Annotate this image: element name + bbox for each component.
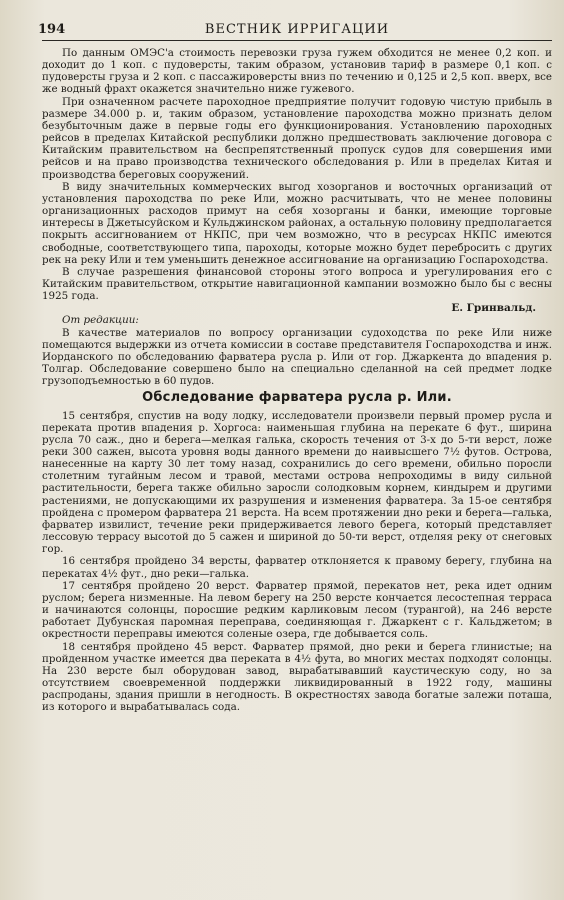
section-heading: Обследование фарватера русла р. Или. (142, 390, 452, 406)
editor-note-heading: От редакции: (62, 314, 139, 327)
paragraph: В случае разрешения финансовой стороны этого вопроса и урегулирования его с Китайским правительством, открытие навигационной кампании возможно было бы с весны 1925 года. (42, 265, 552, 303)
page-header (38, 20, 552, 41)
page-number: 194 (38, 22, 66, 37)
paragraph: 15 сентября, спустив на воду лодку, исследователи произвели первый промер русла и переката против впадения р. Хоргоса: наименьшая глубина на перекате 6 фут., ширина русла 70 саж., дно и берега—мелкая галька, скорость течения от 3-х до 5-ти верст, ложе реки 300 сажен, высота уровня воды данного времени до наивысшего 7½ футов. Острова, нанесенные на карту 30 лет тому назад, сохранились до сего времени, обильно поросли столетним тугайным лесом и травой, местами острова непроходимы в виду сильной растительности, берега также обильно заросли солодковым корнем, киндырем и другими растениями, не допускающими их разрушения и изменения фарватера. За 15-ое сентября пройдена с промером фарватера 21 верста. На всем протяжении дно реки и берега—галька, фарватер извилист, течение реки придерживается левого берега, который представляет лессовую террасу высотой до 5 сажен и шириной до 50-ти верст, отделяя реку от снеговых гор. (42, 409, 552, 556)
paragraph: В виду значительных коммерческих выгод хозорганов и восточных организаций от установления пароходства по реке Или, можно расчитывать, что не менее половины организационных расходов примут на себя хозорганы и банки, имеющие торговые интересы в Джетысуйском и Кульджинском районах, а остальную половину предполагается покрыть ассигнованием от НКПС, при чем возможно, что в ресурсах НКПС имеются свободные, соответствующего типа, пароходы, которые можно будет перебросить с других рек на реку Или и тем уменьшить денежное ассигнование на организацию Госпароходства. (42, 180, 552, 266)
editor-note-text: В качестве материалов по вопросу организации судоходства по реке Или ниже помещаются выдержки из отчета комиссии в составе представителя Госпароходства и инж. Иорданского по обследованию фарватера русла р. Или от гор. Джаркента до впадения р. Толгар. Обследование совершено было на специально сделанной на сей предмет лодке грузоподъемностью в 60 пудов. (42, 326, 552, 388)
paragraph: 17 сентября пройдено 20 верст. Фарватер прямой, перекатов нет, река идет одним руслом; берега низменные. На левом берегу на 250 версте кончается лесостепная терраса и начинаются солонцы, поросшие редким карликовым лесом (турангой), на 246 версте работает Дубунская паромная переправа, соединяющая г. Джаркент с г. Кальджетом; в окрестности переправы имеются соленые озера, где добывается соль. (42, 579, 552, 641)
paragraph: По данным ОМЭС'а стоимость перевозки груза гужем обходится не менее 0,2 коп. и доходит до 1 коп. с пудоверсты, таким образом, установив тариф в размере 0,1 коп. с пудоверсты груза и 2 коп. с пассажироверсты вниз по течению и 0,125 и 2,5 коп. вверх, все же водный фрахт окажется значительно ниже гужевого. (42, 47, 552, 96)
paragraph: 16 сентября пройдено 34 версты, фарватер отклоняется к правому берегу, глубина на перекатах 4½ фут., дно реки—галька. (42, 555, 552, 580)
paragraph: 18 сентября пройдено 45 верст. Фарватер прямой, дно реки и берега глинистые; на пройденном участке имеется два переката в 4½ фута, во многих местах подходят солонцы. На 230 версте был оборудован завод, вырабатывавший каустическую соду, но за отсутствием своевременной поддержки ликвидированный в 1922 году, машины распроданы, здания пришли в негодность. В окрестностях завода богатые залежи поташа, из которого и вырабатывалась сода. (42, 640, 552, 714)
author-signature: Е. Гринвальд. (451, 302, 536, 315)
article-body (42, 47, 552, 713)
paragraph: При означенном расчете пароходное предприятие получит годовую чистую прибыль в размере 34.000 р. и, таким образом, установление пароходства можно признать делом безубыточным даже в первые годы его функционирования. Установлению пароходных рейсов в пределах Китайской республики должно предшествовать заключение договора с Китайским правительством на беспрепятственный пропуск судов для совершения ими рейсов и на право производства технического обследования р. Или в пределах Китая и производства береговых сооружений. (42, 95, 552, 181)
journal-title: ВЕСТНИК ИРРИГАЦИИ (204, 22, 390, 37)
